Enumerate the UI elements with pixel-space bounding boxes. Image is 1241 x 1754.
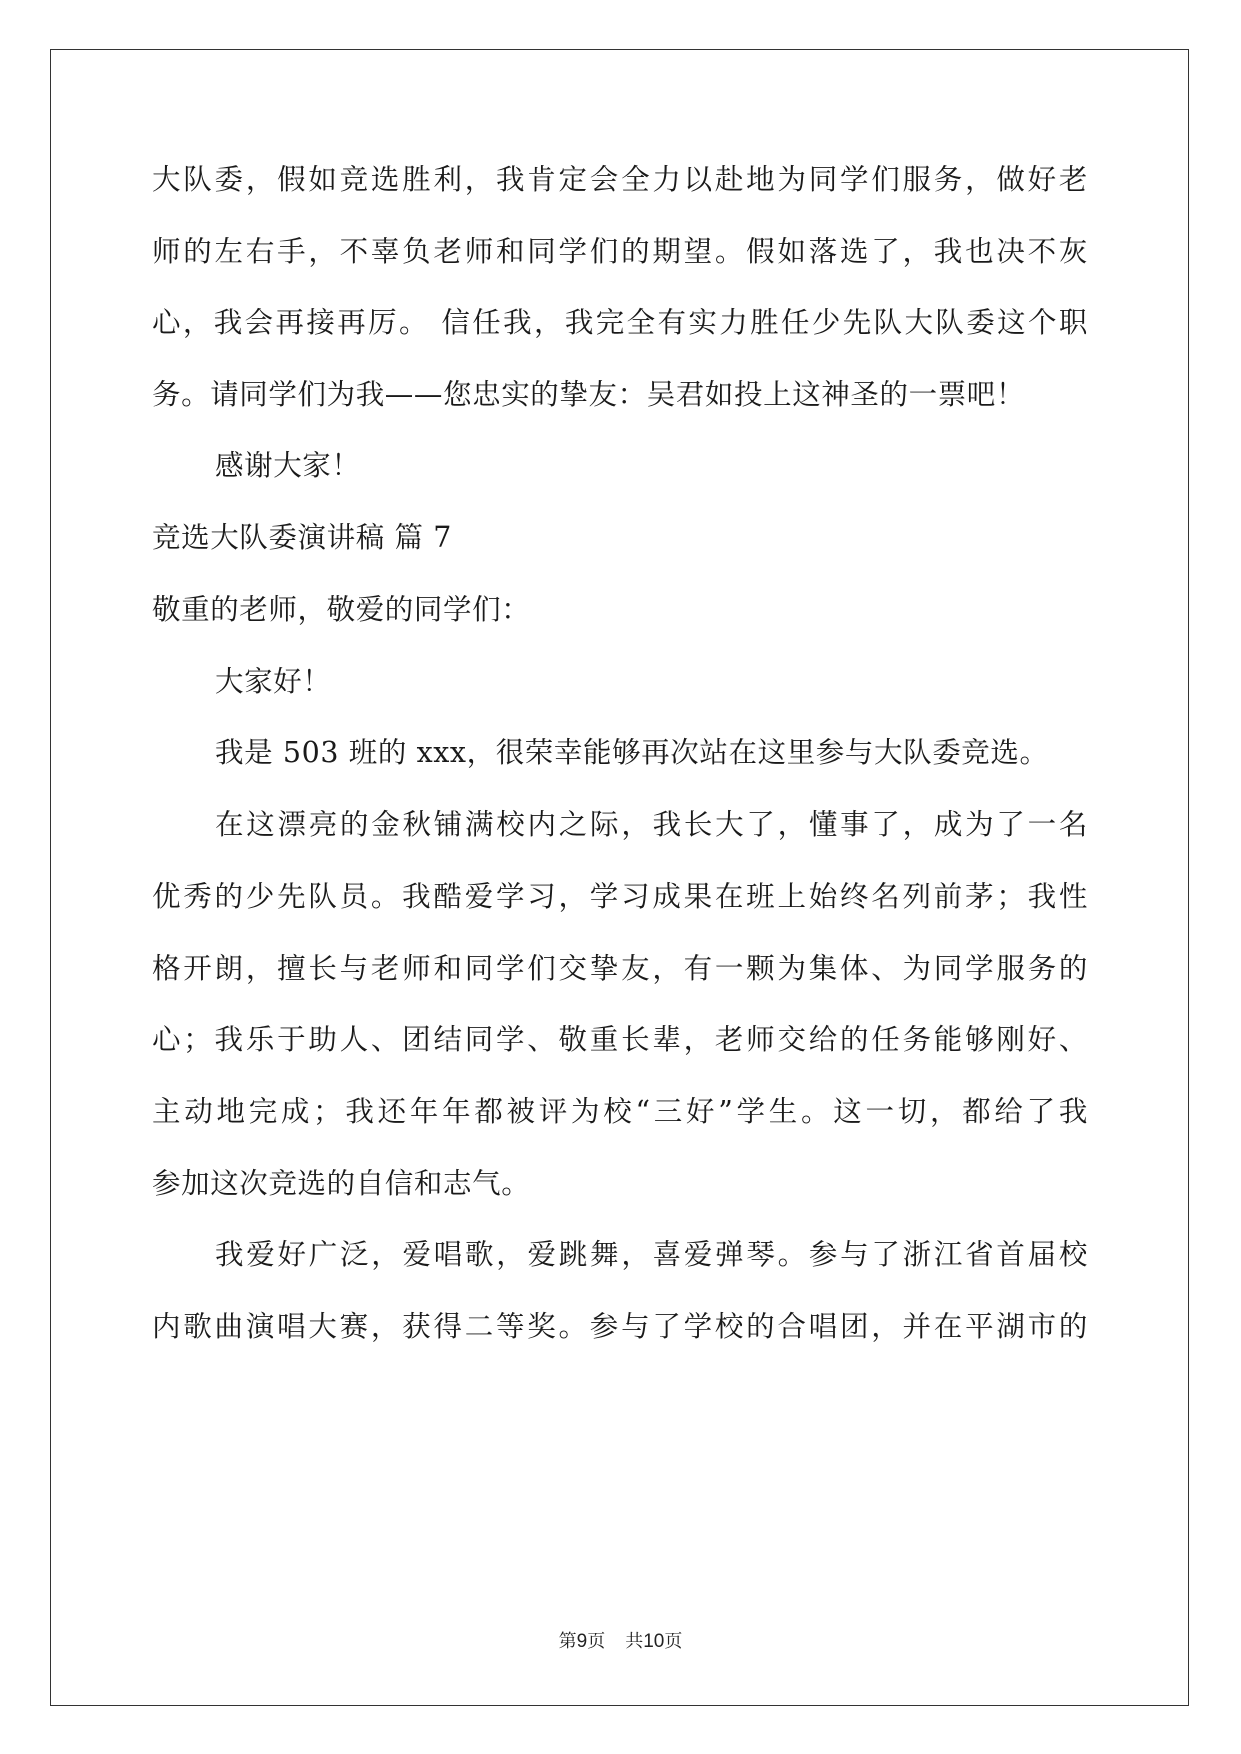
total-prefix: 共 [625,1631,644,1652]
text-line: 大队委，假如竞选胜利，我肯定会全力以赴地为同学们服务，做好老 [152,163,1088,196]
total-suffix: 页 [664,1631,683,1652]
text-line: 务。请同学们为我——您忠实的挚友：吴君如投上这神圣的一票吧！ [152,378,1026,411]
text-line: 优秀的少先队员。我酷爱学习，学习成果在班上始终名列前茅；我性 [152,880,1088,913]
text-line: 心，我会再接再厉。 信任我，我完全有实力胜任少先队大队委这个职 [152,306,1088,339]
page-number: 9 [576,1631,588,1652]
page-suffix: 页 [587,1631,606,1652]
salutation: 敬重的老师，敬爱的同学们： [152,593,531,626]
text-line: 在这漂亮的金秋铺满校内之际，我长大了，懂事了，成为了一名 [215,808,1088,841]
section-heading: 竞选大队委演讲稿 篇 7 [152,521,452,554]
text-line: 师的左右手，不辜负老师和同学们的期望。假如落选了，我也决不灰 [152,235,1088,268]
text-line: 参加这次竞选的自信和志气。 [152,1167,531,1200]
text-line: 我是 503 班的 xxx，很荣幸能够再次站在这里参与大队委竞选。 [215,736,1049,769]
text-line: 主动地完成；我还年年都被评为校“三好”学生。这一切，都给了我 [152,1095,1088,1128]
page-footer [0,1630,1241,1654]
text-line: 心；我乐于助人、团结同学、敬重长辈，老师交给的任务能够刚好、 [152,1023,1088,1056]
text-line: 我爱好广泛，爱唱歌，爱跳舞，喜爱弹琴。参与了浙江省首届校 [215,1238,1088,1271]
text-line: 内歌曲演唱大赛，获得二等奖。参与了学校的合唱团，并在平湖市的 [152,1310,1088,1343]
text-line: 大家好！ [215,665,332,698]
page-total: 10 [643,1631,665,1652]
text-line: 感谢大家！ [215,449,361,482]
text-line: 格开朗，擅长与老师和同学们交挚友，有一颗为集体、为同学服务的 [152,952,1088,985]
page-prefix: 第 [558,1631,577,1652]
